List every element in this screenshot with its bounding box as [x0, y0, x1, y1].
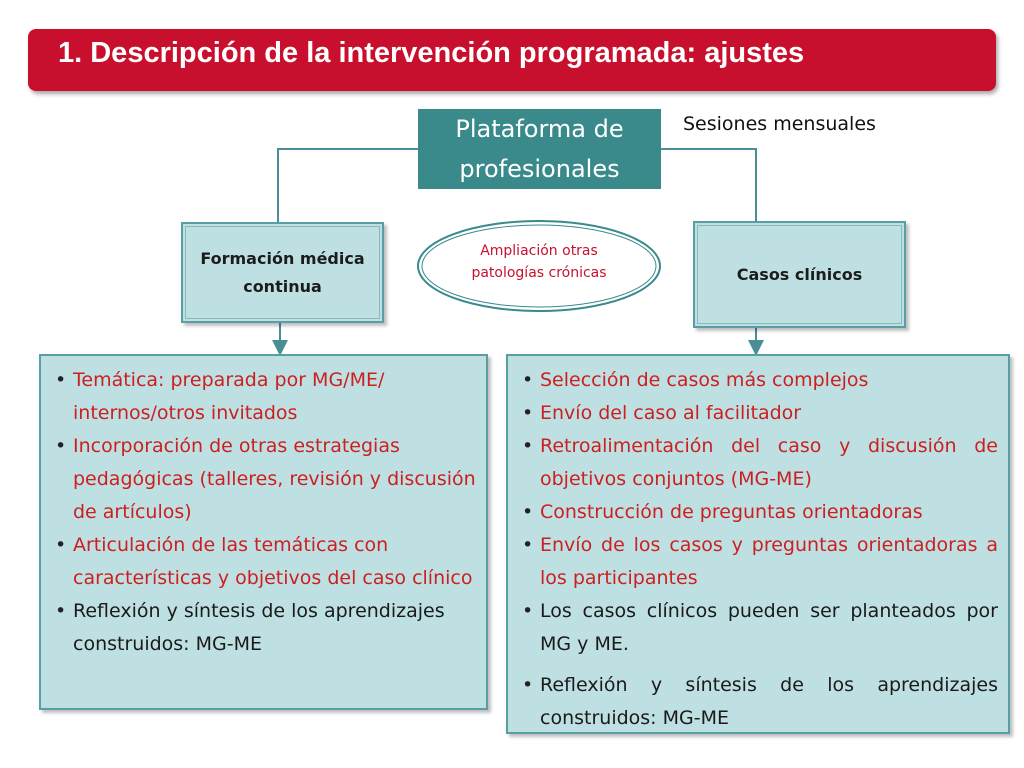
list-item: • Construcción de preguntas orientadoras — [520, 496, 998, 529]
casos-list — [520, 364, 998, 735]
list-item: • Los casos clínicos pueden ser planteados por MG y ME. — [520, 595, 998, 661]
casos-box — [693, 221, 906, 328]
connector-right — [661, 149, 756, 221]
list-item: • Reflexión y síntesis de los aprendizajes construidos: MG-ME — [520, 669, 998, 735]
list-item: • Incorporación de otras estrategias pedagógicas (talleres, revisión y discusión de artículos) — [53, 430, 476, 529]
casos-list-box — [506, 354, 1010, 734]
ellipse-text — [415, 240, 663, 284]
list-item: • Envío del caso al facilitador — [520, 397, 998, 430]
list-item: • Reflexión y síntesis de los aprendizajes construidos: MG-ME — [53, 595, 476, 661]
platform-line-2: profesionales — [459, 155, 620, 183]
platform-box — [418, 109, 661, 189]
casos-label: Casos clínicos — [736, 264, 863, 284]
frequency-label: Sesiones mensuales — [683, 113, 876, 135]
ampliacion-ellipse — [415, 218, 663, 314]
list-item: • Temática: preparada por MG/ME/ internos/otros invitados — [53, 364, 476, 430]
connector-left — [278, 149, 418, 222]
formacion-box — [181, 222, 384, 323]
list-item: • Retroalimentación del caso y discusión de objetivos conjuntos (MG-ME) — [520, 430, 998, 496]
formacion-list — [53, 364, 476, 661]
slide-title: 1. Descripción de la intervención programada: ajustes — [58, 37, 805, 69]
formacion-label: Formación médica continua — [200, 248, 365, 296]
list-item: • Envío de los casos y preguntas orientadoras a los participantes — [520, 529, 998, 595]
list-item: • Articulación de las temáticas con características y objetivos del caso clínico — [53, 529, 476, 595]
ellipse-line-1: Ampliación otras — [480, 243, 598, 259]
platform-line-1: Plataforma de — [455, 115, 624, 143]
ellipse-line-2: patologías crónicas — [471, 265, 607, 281]
formacion-list-box — [39, 354, 488, 710]
list-item: • Selección de casos más complejos — [520, 364, 998, 397]
